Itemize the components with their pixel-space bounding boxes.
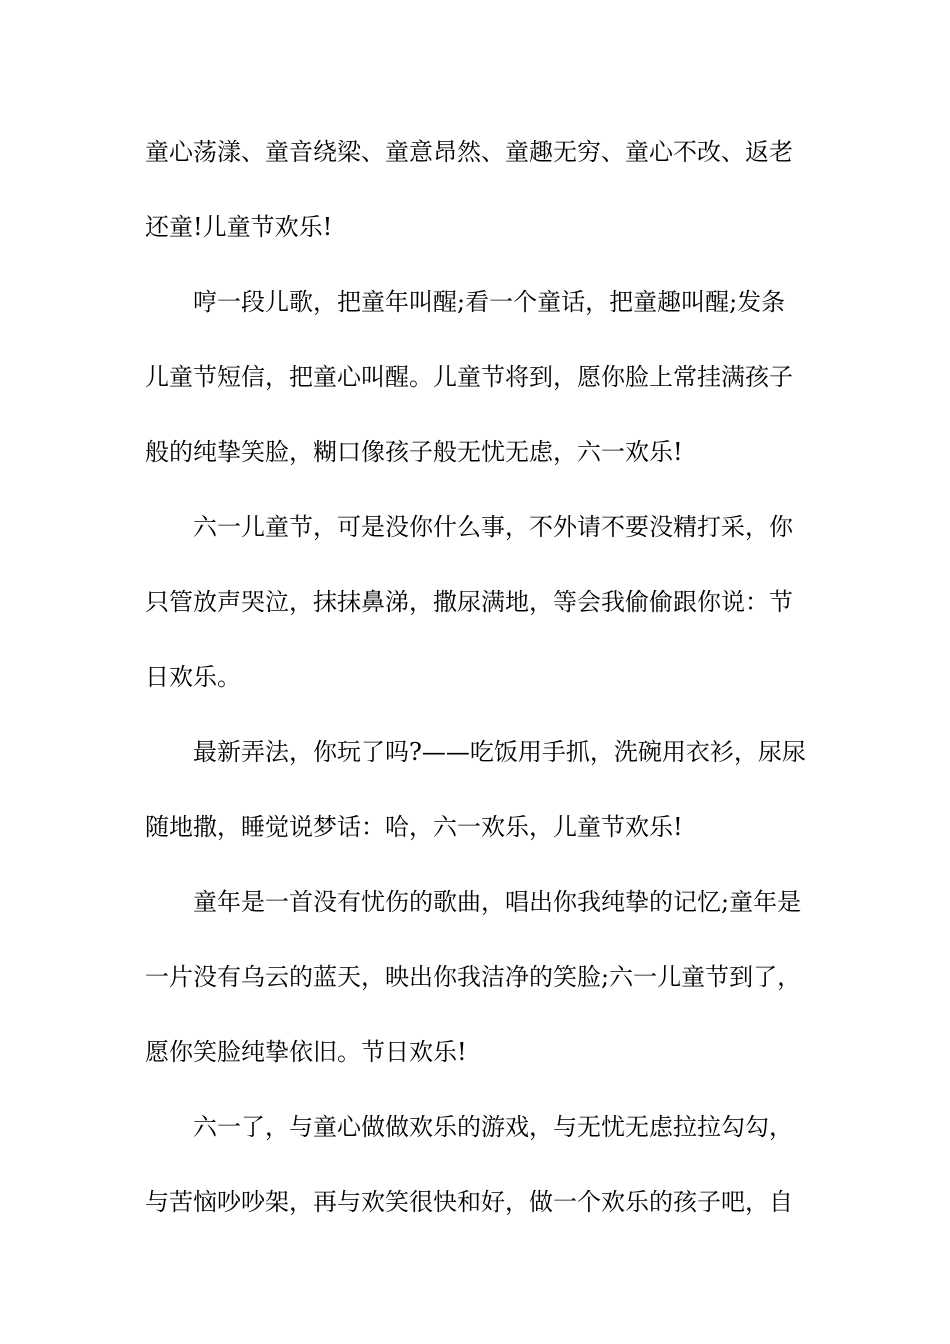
text-line: 日欢乐。: [145, 663, 241, 691]
text-line: 一片没有乌云的蓝天，映出你我洁净的笑脸;六一儿童节到了，: [145, 963, 802, 991]
paragraph-first-line: 哼一段儿歌，把童年叫醒;看一个童话，把童趣叫醒;发条: [193, 288, 786, 316]
paragraph-first-line: 最新弄法，你玩了吗?——吃饭用手抓，洗碗用衣衫，尿尿: [193, 738, 806, 766]
text-line: 童心荡漾、童音绕梁、童意昂然、童趣无穷、童心不改、返老: [145, 138, 793, 166]
paragraph-first-line: 童年是一首没有忧伤的歌曲，唱出你我纯挚的记忆;童年是: [193, 888, 802, 916]
text-line: 般的纯挚笑脸，糊口像孩子般无忧无虑，六一欢乐!: [145, 438, 683, 466]
text-line: 儿童节短信，把童心叫醒。儿童节将到，愿你脸上常挂满孩子: [145, 363, 793, 391]
text-line: 只管放声哭泣，抹抹鼻涕，撒尿满地，等会我偷偷跟你说：节: [145, 588, 793, 616]
text-line: 随地撒，睡觉说梦话：哈，六一欢乐，儿童节欢乐!: [145, 813, 683, 841]
text-line: 还童!儿童节欢乐!: [145, 213, 333, 241]
text-line: 愿你笑脸纯挚依旧。节日欢乐!: [145, 1038, 467, 1066]
text-line: 与苦恼吵吵架，再与欢笑很快和好，做一个欢乐的孩子吧，自: [145, 1188, 793, 1216]
paragraph-first-line: 六一儿童节，可是没你什么事，不外请不要没精打采，你: [193, 513, 793, 541]
paragraph-first-line: 六一了，与童心做做欢乐的游戏，与无忧无虑拉拉勾勾，: [193, 1113, 793, 1141]
